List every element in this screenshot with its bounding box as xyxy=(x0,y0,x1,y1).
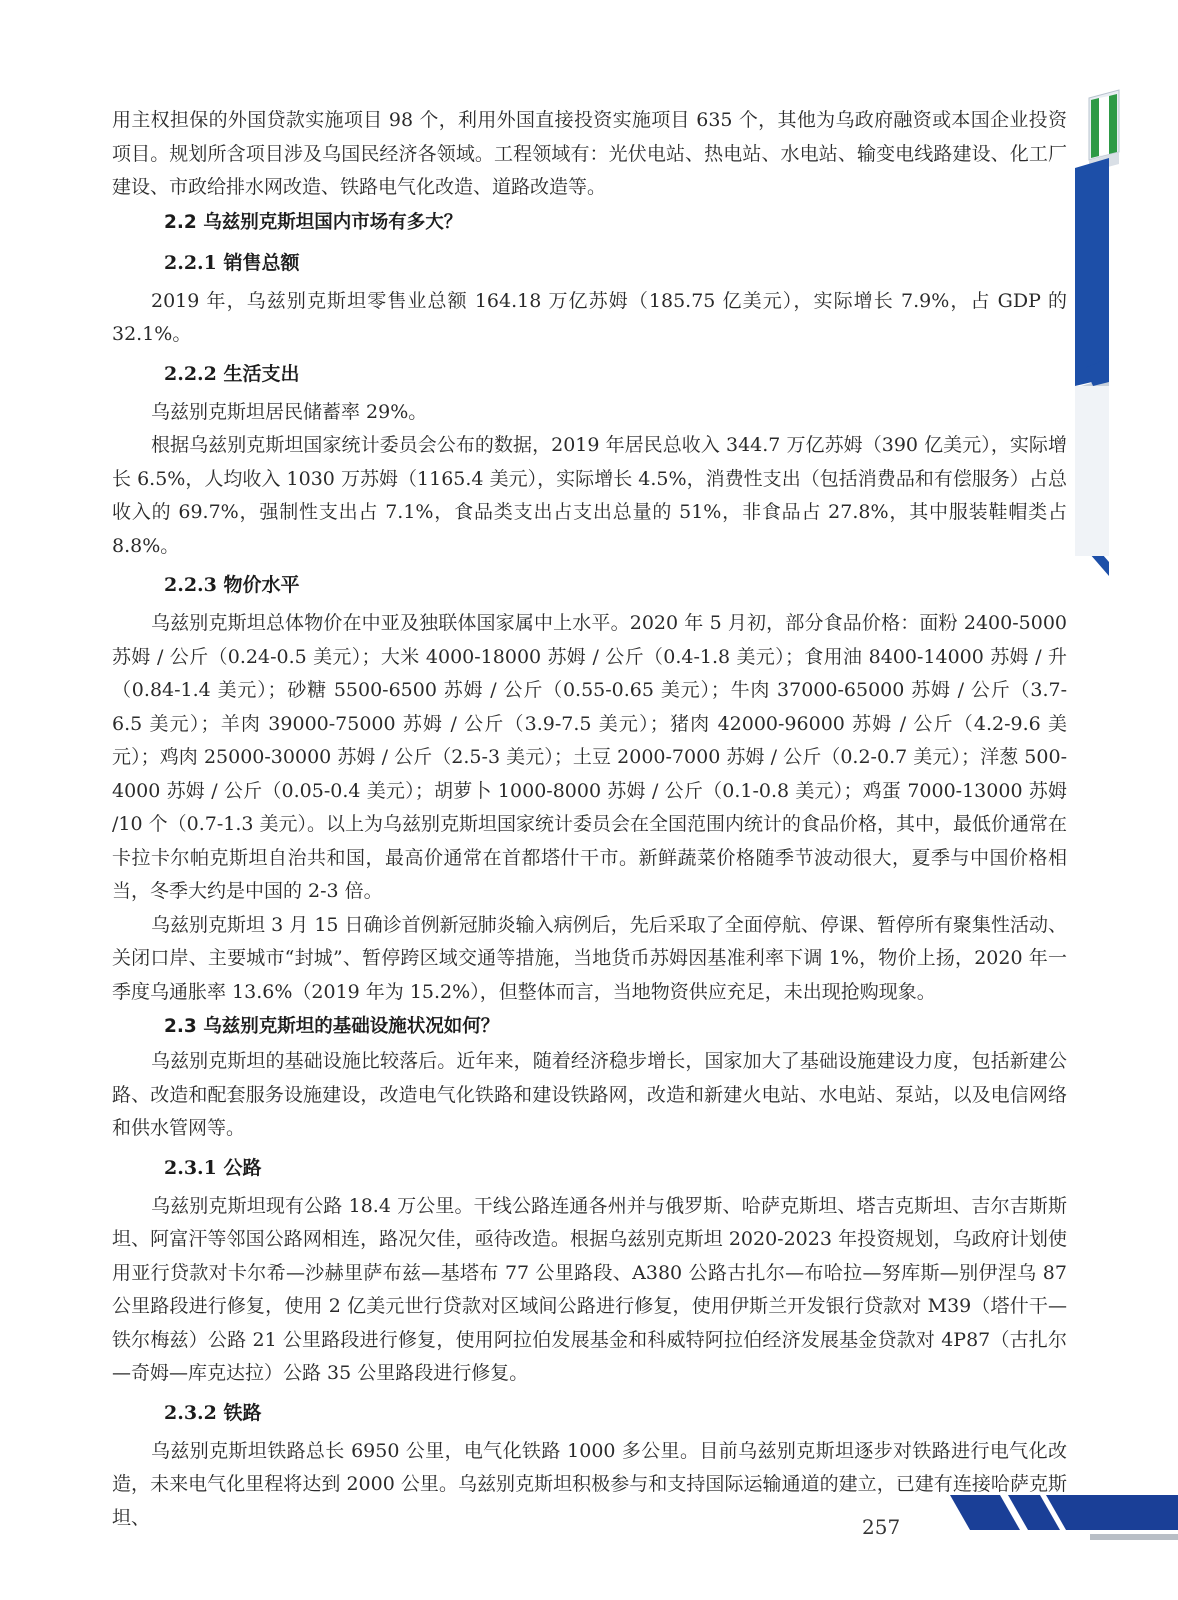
paragraph: 乌兹别克斯坦总体物价在中亚及独联体国家属中上水平。2020 年 5 月初，部分食品价格：面粉 2400-5000 苏姆 / 公斤（0.24-0.5 美元）；大米 4000-18000 苏姆 / 公斤（0.4-1.8 美元）；食用油 8400-14000 苏姆 / 升（0.84-1.4 美元）；砂糖 5500-6500 苏姆 / 公斤（0.55-0.65 美元）；牛肉 37000-65000 苏姆 / 公斤（3.7-6.5 美元）；羊肉 39000-75000 苏姆 / 公斤（3.9-7.5 美元）；猪肉 42000-96000 苏姆 / 公斤（4.2-9.6 美元）；鸡肉 25000-30000 苏姆 / 公斤（2.5-3 美元）；土豆 2000-7000 苏姆 / 公斤（0.2-0.7 美元）；洋葱 500-4000 苏姆 / 公斤（0.05-0.4 美元）；胡萝卜 1000-8000 苏姆 / 公斤（0.1-0.8 美元）；鸡蛋 7000-13000 苏姆 /10 个（0.7-1.3 美元）。以上为乌兹别克斯坦国家统计委员会在全国范围内统计的食品价格，其中，最低价通常在卡拉卡尔帕克斯坦自治共和国，最高价通常在首都塔什干市。新鲜蔬菜价格随季节波动很大，夏季与中国价格相当，冬季大约是中国的 2-3 倍。 xyxy=(112,612,1068,902)
paragraph: 用主权担保的外国贷款实施项目 98 个，利用外国直接投资实施项目 635 个，其他为乌政府融资或本国企业投资项目。规划所含项目涉及乌国民经济各领域。工程领域有：光伏电站、热电站、水电站、输变电线路建设、化工厂建设、市政给排水网改造、铁路电气化改造、道路改造等。 xyxy=(112,109,1067,198)
subsection-heading-2-2-1: 2.2.1 销售总额 xyxy=(164,251,300,274)
paragraph: 乌兹别克斯坦铁路总长 6950 公里，电气化铁路 1000 多公里。目前乌兹别克斯坦逐步对铁路进行电气化改造，未来电气化里程将达到 2000 公里。乌兹别克斯坦积极参与和支持国际运输通道的建立，已建有连接哈萨克斯坦、 xyxy=(112,1439,1067,1529)
section-heading-2-2: 2.2 乌兹别克斯坦国内市场有多大？ xyxy=(164,211,463,233)
subsection-heading-2-3-1: 2.3.1 公路 xyxy=(164,1156,262,1179)
subsection-heading-2-2-2: 2.2.2 生活支出 xyxy=(164,362,300,385)
document-body xyxy=(112,104,1067,1535)
paragraph: 2019 年，乌兹别克斯坦零售业总额 164.18 万亿苏姆（185.75 亿美元），实际增长 7.9%，占 GDP 的 32.1%。 xyxy=(112,289,1067,345)
paragraph: 乌兹别克斯坦的基础设施比较落后。近年来，随着经济稳步增长，国家加大了基础设施建设力度，包括新建公路、改造和配套服务设施建设，改造电气化铁路和建设铁路网，改造和新建火电站、水电站、泵站，以及电信网络和供水管网等。 xyxy=(112,1050,1067,1139)
paragraph: 乌兹别克斯坦 3 月 15 日确诊首例新冠肺炎输入病例后，先后采取了全面停航、停课、暂停所有聚集性活动、关闭口岸、主要城市“封城”、暂停跨区域交通等措施，当地货币苏姆因基准利率下调 1%，物价上扬，2020 年一季度乌通胀率 13.6%（2019 年为 15.2%），但整体而言，当地物资供应充足，未出现抢购现象。 xyxy=(112,913,1067,1003)
section-heading-2-3: 2.3 乌兹别克斯坦的基础设施状况如何？ xyxy=(164,1016,500,1037)
subsection-heading-2-3-2: 2.3.2 铁路 xyxy=(164,1401,262,1424)
paragraph: 根据乌兹别克斯坦国家统计委员会公布的数据，2019 年居民总收入 344.7 万亿苏姆（390 亿美元），实际增长 6.5%，人均收入 1030 万苏姆（1165.4 美元），实际增长 4.5%，消费性支出（包括消费品和有偿服务）占总收入的 69.7%，强制性支出占 7.1%，食品类支出占支出总量的 51%，非食品占 27.8%，其中服装鞋帽类占 8.8%。 xyxy=(112,434,1067,557)
paragraph: 乌兹别克斯坦居民储蓄率 29%。 xyxy=(151,400,428,423)
blue-band xyxy=(1075,158,1109,386)
page-number: 257 xyxy=(862,1515,901,1539)
paragraph: 乌兹别克斯坦现有公路 18.4 万公里。干线公路连通各州并与俄罗斯、哈萨克斯坦、塔吉克斯坦、吉尔吉斯斯坦、阿富汗等邻国公路网相连，路况欠佳，亟待改造。根据乌兹别克斯坦 2020-2023 年投资规划，乌政府计划使用亚行贷款对卡尔希—沙赫里萨布兹—基塔布 77 公里路段、A380 公路古扎尔—布哈拉—努库斯—别伊涅乌 87 公里路段进行修复，使用 2 亿美元世行贷款对区域间公路进行修复，使用伊斯兰开发银行贷款对 M39（塔什干—铁尔梅兹）公路 21 公里路段进行修复，使用阿拉伯发展基金和科威特阿拉伯经济发展基金贷款对 4P87（古扎尔—奇姆—库克达拉）公路 35 公里路段进行修复。 xyxy=(112,1194,1067,1384)
side-decoration xyxy=(1075,86,1178,586)
subsection-heading-2-2-3: 2.2.3 物价水平 xyxy=(164,574,300,596)
